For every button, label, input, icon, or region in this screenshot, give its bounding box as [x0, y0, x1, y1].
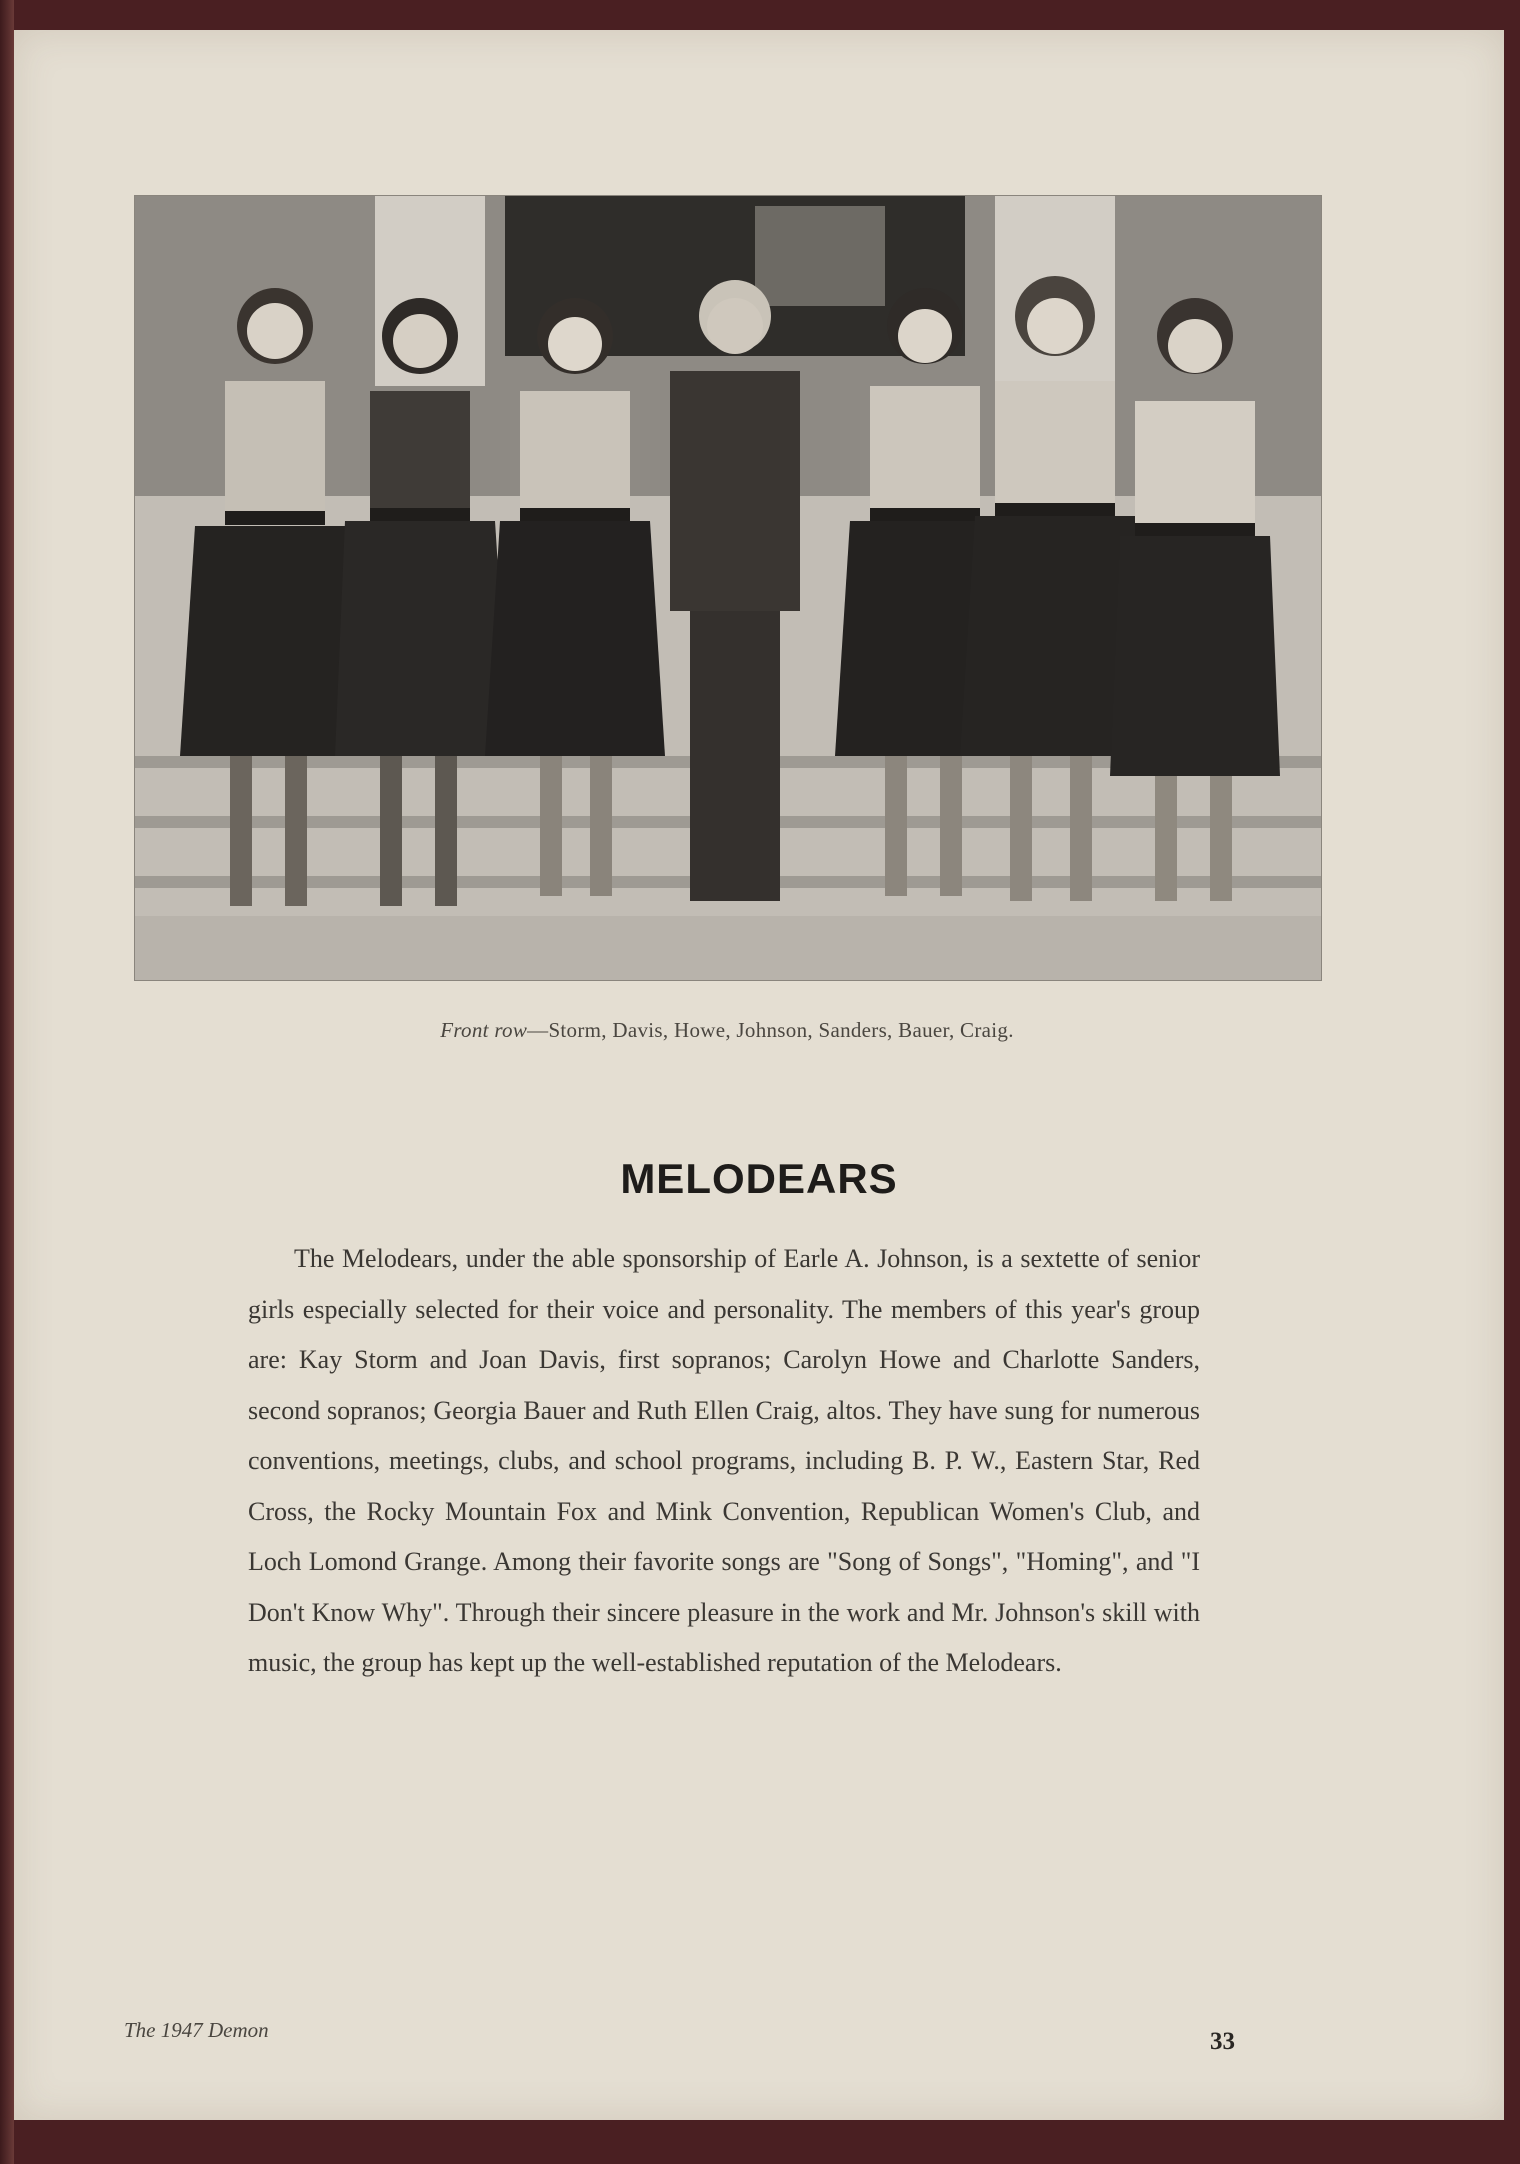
yearbook-page	[14, 30, 1504, 2120]
book-spine-edge	[0, 0, 14, 2164]
page-number: 33	[1210, 2028, 1235, 2055]
publication-footer: The 1947 Demon	[124, 2018, 269, 2042]
group-photo	[134, 195, 1322, 981]
article-body: The Melodears, under the able sponsorship of Earle A. Johnson, is a sextette of senior girls especially selected for their voice and personality. The members of this year's group are: Kay Storm and Joan Davis, first sopranos; Carolyn Howe and Charlotte Sanders, second sopranos; Georgia Bauer and Ruth Ellen Craig, altos. They have sung for numerous conventions, meetings, clubs, and school programs, including B. P. W., Eastern Star, Red Cross, the Rocky Mountain Fox and Mink Convention, Republican Women's Club, and Loch Lomond Grange. Among their favorite songs are "Song of Songs", "Homing", and "I Don't Know Why". Through their sincere pleasure in the work and Mr. Johnson's skill with music, the group has kept up the well-established reputation of the Melodears.	[248, 1244, 1200, 1677]
photo-caption	[134, 1018, 1320, 1043]
article-title: MELODEARS	[620, 1155, 898, 1202]
caption-names: —Storm, Davis, Howe, Johnson, Sanders, Bauer, Craig.	[527, 1018, 1014, 1042]
caption-label: Front row	[440, 1018, 528, 1042]
